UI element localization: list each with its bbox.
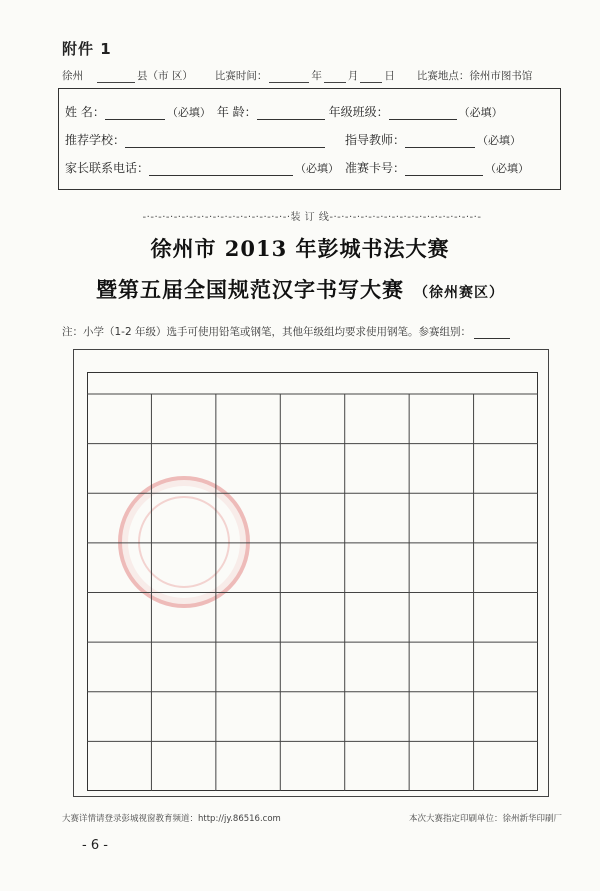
footer-printer: 本次大赛指定印刷单位：徐州新华印刷厂 [408, 814, 562, 824]
county-label: 县（市 区） [137, 70, 193, 82]
form-row-phone [65, 159, 535, 176]
time-label: 比赛时间： [214, 70, 268, 82]
phone-field[interactable] [149, 163, 293, 176]
group-field[interactable] [474, 327, 510, 339]
grade-label: 年级班级： [328, 105, 389, 119]
month-label: 月 [347, 70, 359, 82]
title-region: （徐州赛区） [414, 285, 504, 301]
form-row-name [65, 103, 509, 120]
county-field[interactable] [97, 71, 135, 83]
city-label: 徐州 [62, 70, 83, 82]
title-line-1: 徐州市 2013 年彭城书法大赛 [150, 236, 450, 261]
registration-form-box [58, 88, 561, 190]
name-required: （必填） [166, 106, 211, 119]
place-label: 比赛地点：徐州市图书馆 [416, 70, 533, 82]
ticket-required: （必填） [485, 162, 530, 175]
year-label: 年 [311, 70, 322, 82]
grid-lines [87, 372, 538, 791]
title-line-2 [0, 274, 600, 304]
phone-label: 家长联系电话： [65, 161, 150, 175]
writing-grid[interactable] [87, 372, 538, 791]
grade-field[interactable] [389, 107, 457, 120]
year-field[interactable] [269, 71, 309, 83]
ticket-field[interactable] [405, 163, 483, 176]
name-field[interactable] [105, 107, 165, 120]
attachment-label: 附件 1 [62, 40, 112, 58]
note-text: 注：小学（1-2 年级）选手可使用铅笔或钢笔，其他年级组均要求使用钢笔。参赛组别： [62, 326, 471, 338]
month-field[interactable] [324, 71, 346, 83]
form-row-school [65, 131, 527, 148]
day-field[interactable] [360, 71, 382, 83]
teacher-required: （必填） [477, 134, 522, 147]
binding-line: -·-·-·-·-·-·-·-·-·-·-·-·-·-·-·-·-·-·-·装 订 线-·-·-·-·-·-·-·-·-·-·-·-·-·-·-·-·-·-·-·- [142, 212, 482, 223]
competition-info-line [62, 68, 562, 83]
age-label: 年 龄： [216, 105, 257, 119]
school-field[interactable] [125, 135, 325, 148]
note-line [62, 324, 562, 339]
day-label: 日 [384, 70, 395, 82]
grade-required: （必填） [458, 106, 503, 119]
title-main: 暨第五届全国规范汉字书写大赛 [96, 277, 404, 302]
page-number: - 6 - [82, 838, 108, 853]
school-label: 推荐学校： [65, 133, 126, 147]
ticket-label: 准赛卡号： [345, 161, 406, 175]
phone-required: （必填） [295, 162, 340, 175]
name-label: 姓 名： [65, 105, 105, 119]
teacher-field[interactable] [405, 135, 475, 148]
age-field[interactable] [257, 107, 325, 120]
teacher-label: 指导教师： [345, 133, 406, 147]
footer [62, 812, 562, 824]
footer-website: 大赛详情请登录彭城视窗教育频道：http://jy.86516.com [62, 814, 281, 824]
